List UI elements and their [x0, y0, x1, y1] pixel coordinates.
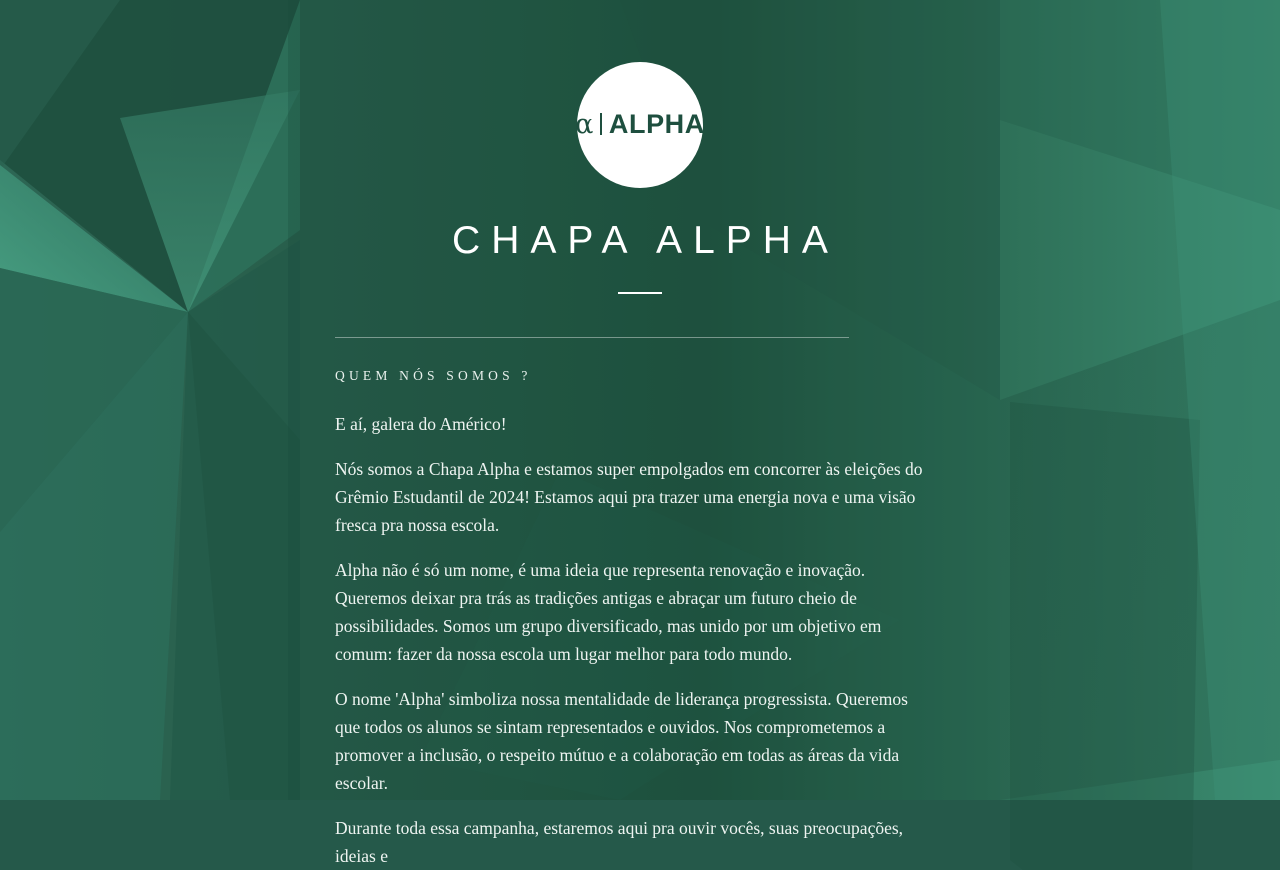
section-divider-rule: [335, 337, 849, 338]
section-heading: QUEM NÓS SOMOS ?: [335, 368, 532, 383]
logo-divider-icon: [600, 113, 602, 135]
alpha-symbol-icon: α: [575, 108, 594, 140]
logo-wordmark: ALPHA: [608, 108, 705, 139]
logo-lockup: [575, 108, 705, 140]
body-paragraph: Alpha não é só um nome, é uma ideia que representa renovação e inovação. Queremos deixar pra trás as tradições antigas e abraçar um futuro cheio de possibilidades. Somos um grupo diversificado, mas unido por um objetivo em comum: fazer da nossa escola um lugar melhor para todo mundo.: [335, 560, 882, 664]
alpha-logo-badge[interactable]: [577, 62, 703, 188]
body-paragraph: E aí, galera do Américo!: [335, 414, 507, 434]
body-paragraph: Durante toda essa campanha, estaremos aqui pra ouvir vocês, suas preocupações, ideias e: [335, 818, 904, 866]
title-underline-rule: [618, 292, 662, 294]
body-paragraph: Nós somos a Chapa Alpha e estamos super empolgados em concorrer às eleições do Grêmio Estudantil de 2024! Estamos aqui pra trazer uma energia nova e uma visão fresca pra nossa escola.: [335, 459, 923, 535]
about-section: [335, 368, 935, 870]
page-title: CHAPA ALPHA: [452, 219, 839, 262]
body-paragraph: O nome 'Alpha' simboliza nossa mentalidade de liderança progressista. Queremos que todos os alunos se sintam representados e ouvidos. Nos comprometemos a promover a inclusão, o respeito mútuo e a colaboração em todas as áreas da vida escolar.: [335, 689, 908, 793]
